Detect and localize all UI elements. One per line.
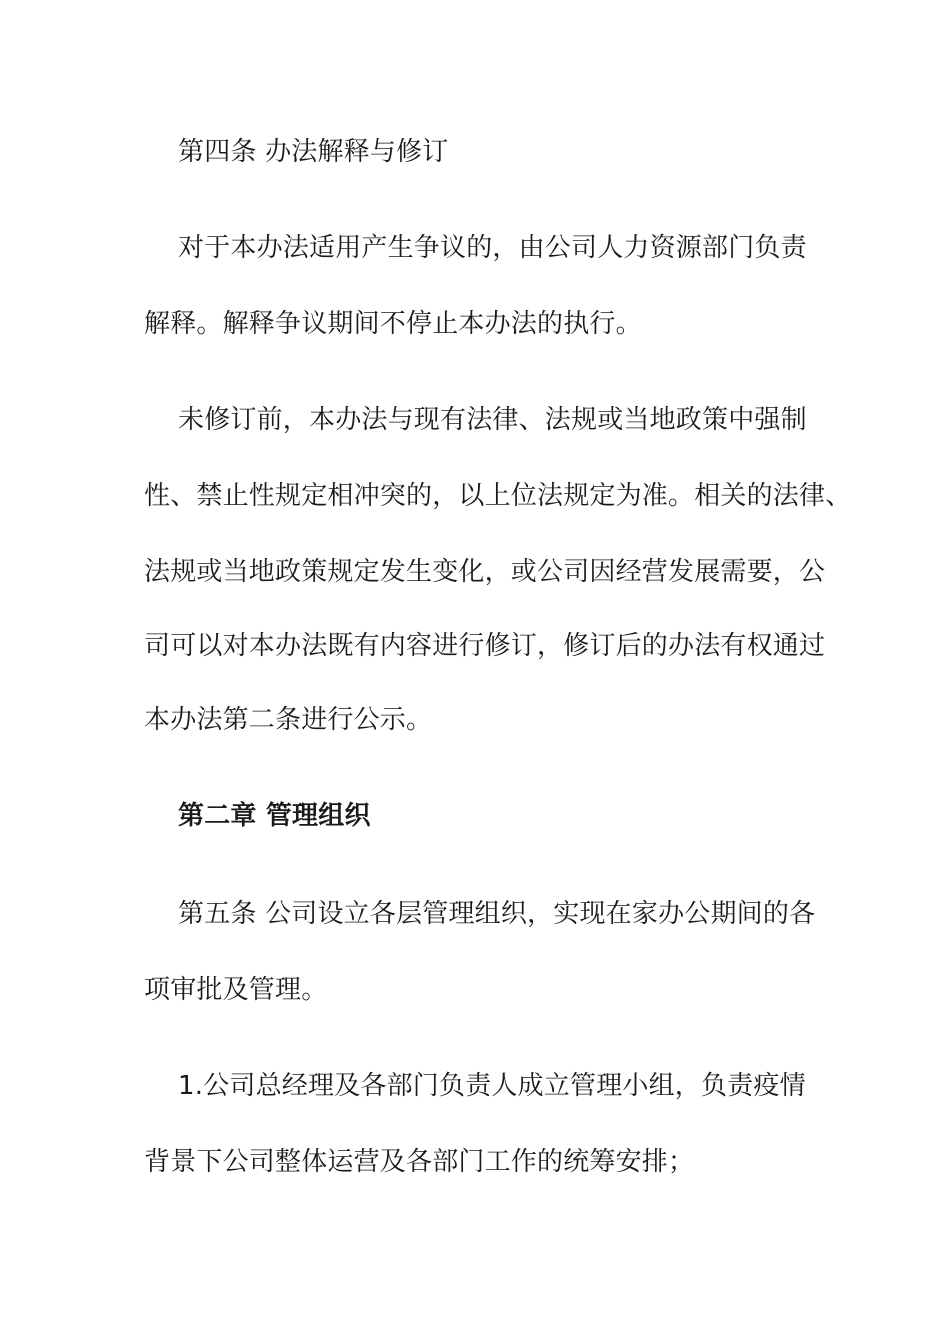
paragraph2-line3: 法规或当地政策规定发生变化，或公司因经营发展需要，公 bbox=[144, 557, 826, 587]
paragraph2-line2: 性、禁止性规定相冲突的，以上位法规定为准。相关的法律、 bbox=[144, 481, 852, 511]
paragraph1-line1: 对于本办法适用产生争议的，由公司人力资源部门负责 bbox=[178, 233, 807, 263]
paragraph1-line2: 解释。解释争议期间不停止本办法的执行。 bbox=[144, 309, 642, 339]
item1-line2: 背景下公司整体运营及各部门工作的统筹安排； bbox=[144, 1147, 695, 1177]
article5-line1: 第五条 公司设立各层管理组织，实现在家办公期间的各 bbox=[178, 899, 816, 929]
paragraph2-line4: 司可以对本办法既有内容进行修订，修订后的办法有权通过 bbox=[144, 631, 826, 661]
article5-line2: 项审批及管理。 bbox=[144, 975, 328, 1005]
paragraph2-line5: 本办法第二条进行公示。 bbox=[144, 705, 433, 735]
article4-heading: 第四条 办法解释与修订 bbox=[178, 137, 449, 167]
chapter2-heading: 第二章 管理组织 bbox=[178, 801, 371, 831]
item1-line1: 1.公司总经理及各部门负责人成立管理小组，负责疫情 bbox=[178, 1071, 806, 1101]
paragraph2-line1: 未修订前，本办法与现有法律、法规或当地政策中强制 bbox=[178, 405, 807, 435]
